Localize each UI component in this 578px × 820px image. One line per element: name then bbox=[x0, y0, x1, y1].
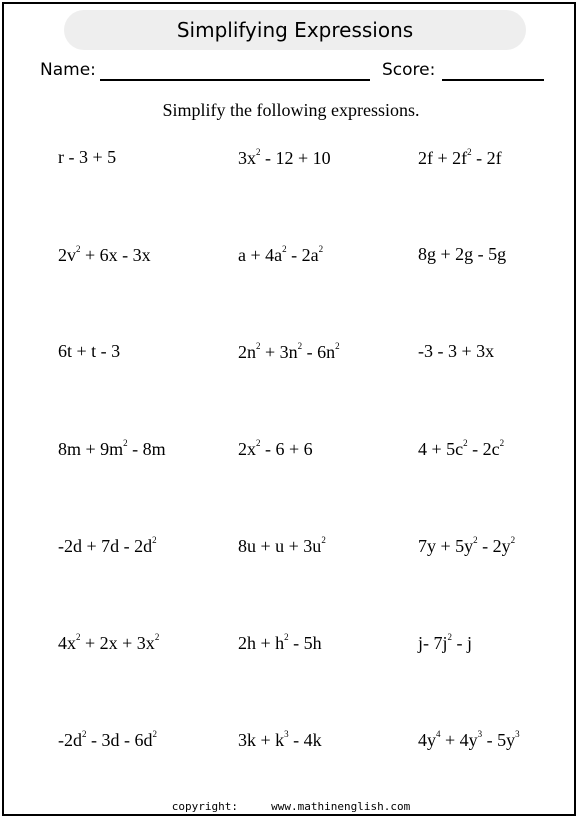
problem-2-2: $a + 4a^2 - 2a^2$ bbox=[238, 244, 324, 265]
name-label: Name: bbox=[40, 60, 96, 80]
problem-2-1: $2v^2 + 6x - 3x$ bbox=[58, 244, 151, 265]
footer bbox=[4, 800, 578, 813]
problem-6-1: $4x^2 + 2x + 3x^2$ bbox=[58, 632, 160, 653]
problem-7-2: $3k + k^3 - 4k$ bbox=[238, 729, 322, 750]
problem-1-1: r - 3 + 5 bbox=[58, 147, 117, 167]
problem-4-1: $8m + 9m^2 - 8m$ bbox=[58, 438, 166, 459]
instructions: Simplify the following expressions. bbox=[162, 100, 420, 120]
worksheet-title: Simplifying Expressions bbox=[64, 10, 526, 50]
problem-5-3: $7y + 5y^2 - 2y^2$ bbox=[418, 535, 516, 556]
website-link[interactable]: www.mathinenglish.com bbox=[271, 800, 411, 813]
copyright-label: copyright: bbox=[171, 800, 239, 813]
problem-6-2: $2h + h^2 - 5h$ bbox=[238, 632, 322, 653]
problem-6-3: j- $7j^2$ - j bbox=[418, 632, 472, 653]
problem-3-2: $2n^2 + 3n^2 - 6n^2$ bbox=[238, 341, 340, 362]
problem-7-1: $-2d^2 - 3d - 6d^2$ bbox=[58, 729, 157, 750]
problem-3-1: 6t + t - 3 bbox=[58, 341, 121, 361]
problem-5-2: $8u + u + 3u^2$ bbox=[238, 535, 326, 556]
score-label: Score: bbox=[382, 60, 436, 80]
problem-4-3: $4 + 5c^2 - 2c^2$ bbox=[418, 438, 505, 459]
problem-1-2: $3x^2 - 12 + 10$ bbox=[238, 147, 331, 168]
problem-7-3: $4y^4 + 4y^3 - 5y^3$ bbox=[418, 729, 520, 750]
problem-2-3: 8g + 2g - 5g bbox=[418, 244, 507, 264]
worksheet-page bbox=[2, 2, 576, 816]
problem-grid bbox=[4, 4, 578, 818]
problem-5-1: $-2d + 7d - 2d^2$ bbox=[58, 535, 157, 556]
problem-1-3: $2f + 2f^2 - 2f$ bbox=[418, 147, 502, 168]
problem-3-3: -3 - 3 + 3x bbox=[418, 341, 495, 361]
problem-4-2: $2x^2 - 6 + 6$ bbox=[238, 438, 313, 459]
